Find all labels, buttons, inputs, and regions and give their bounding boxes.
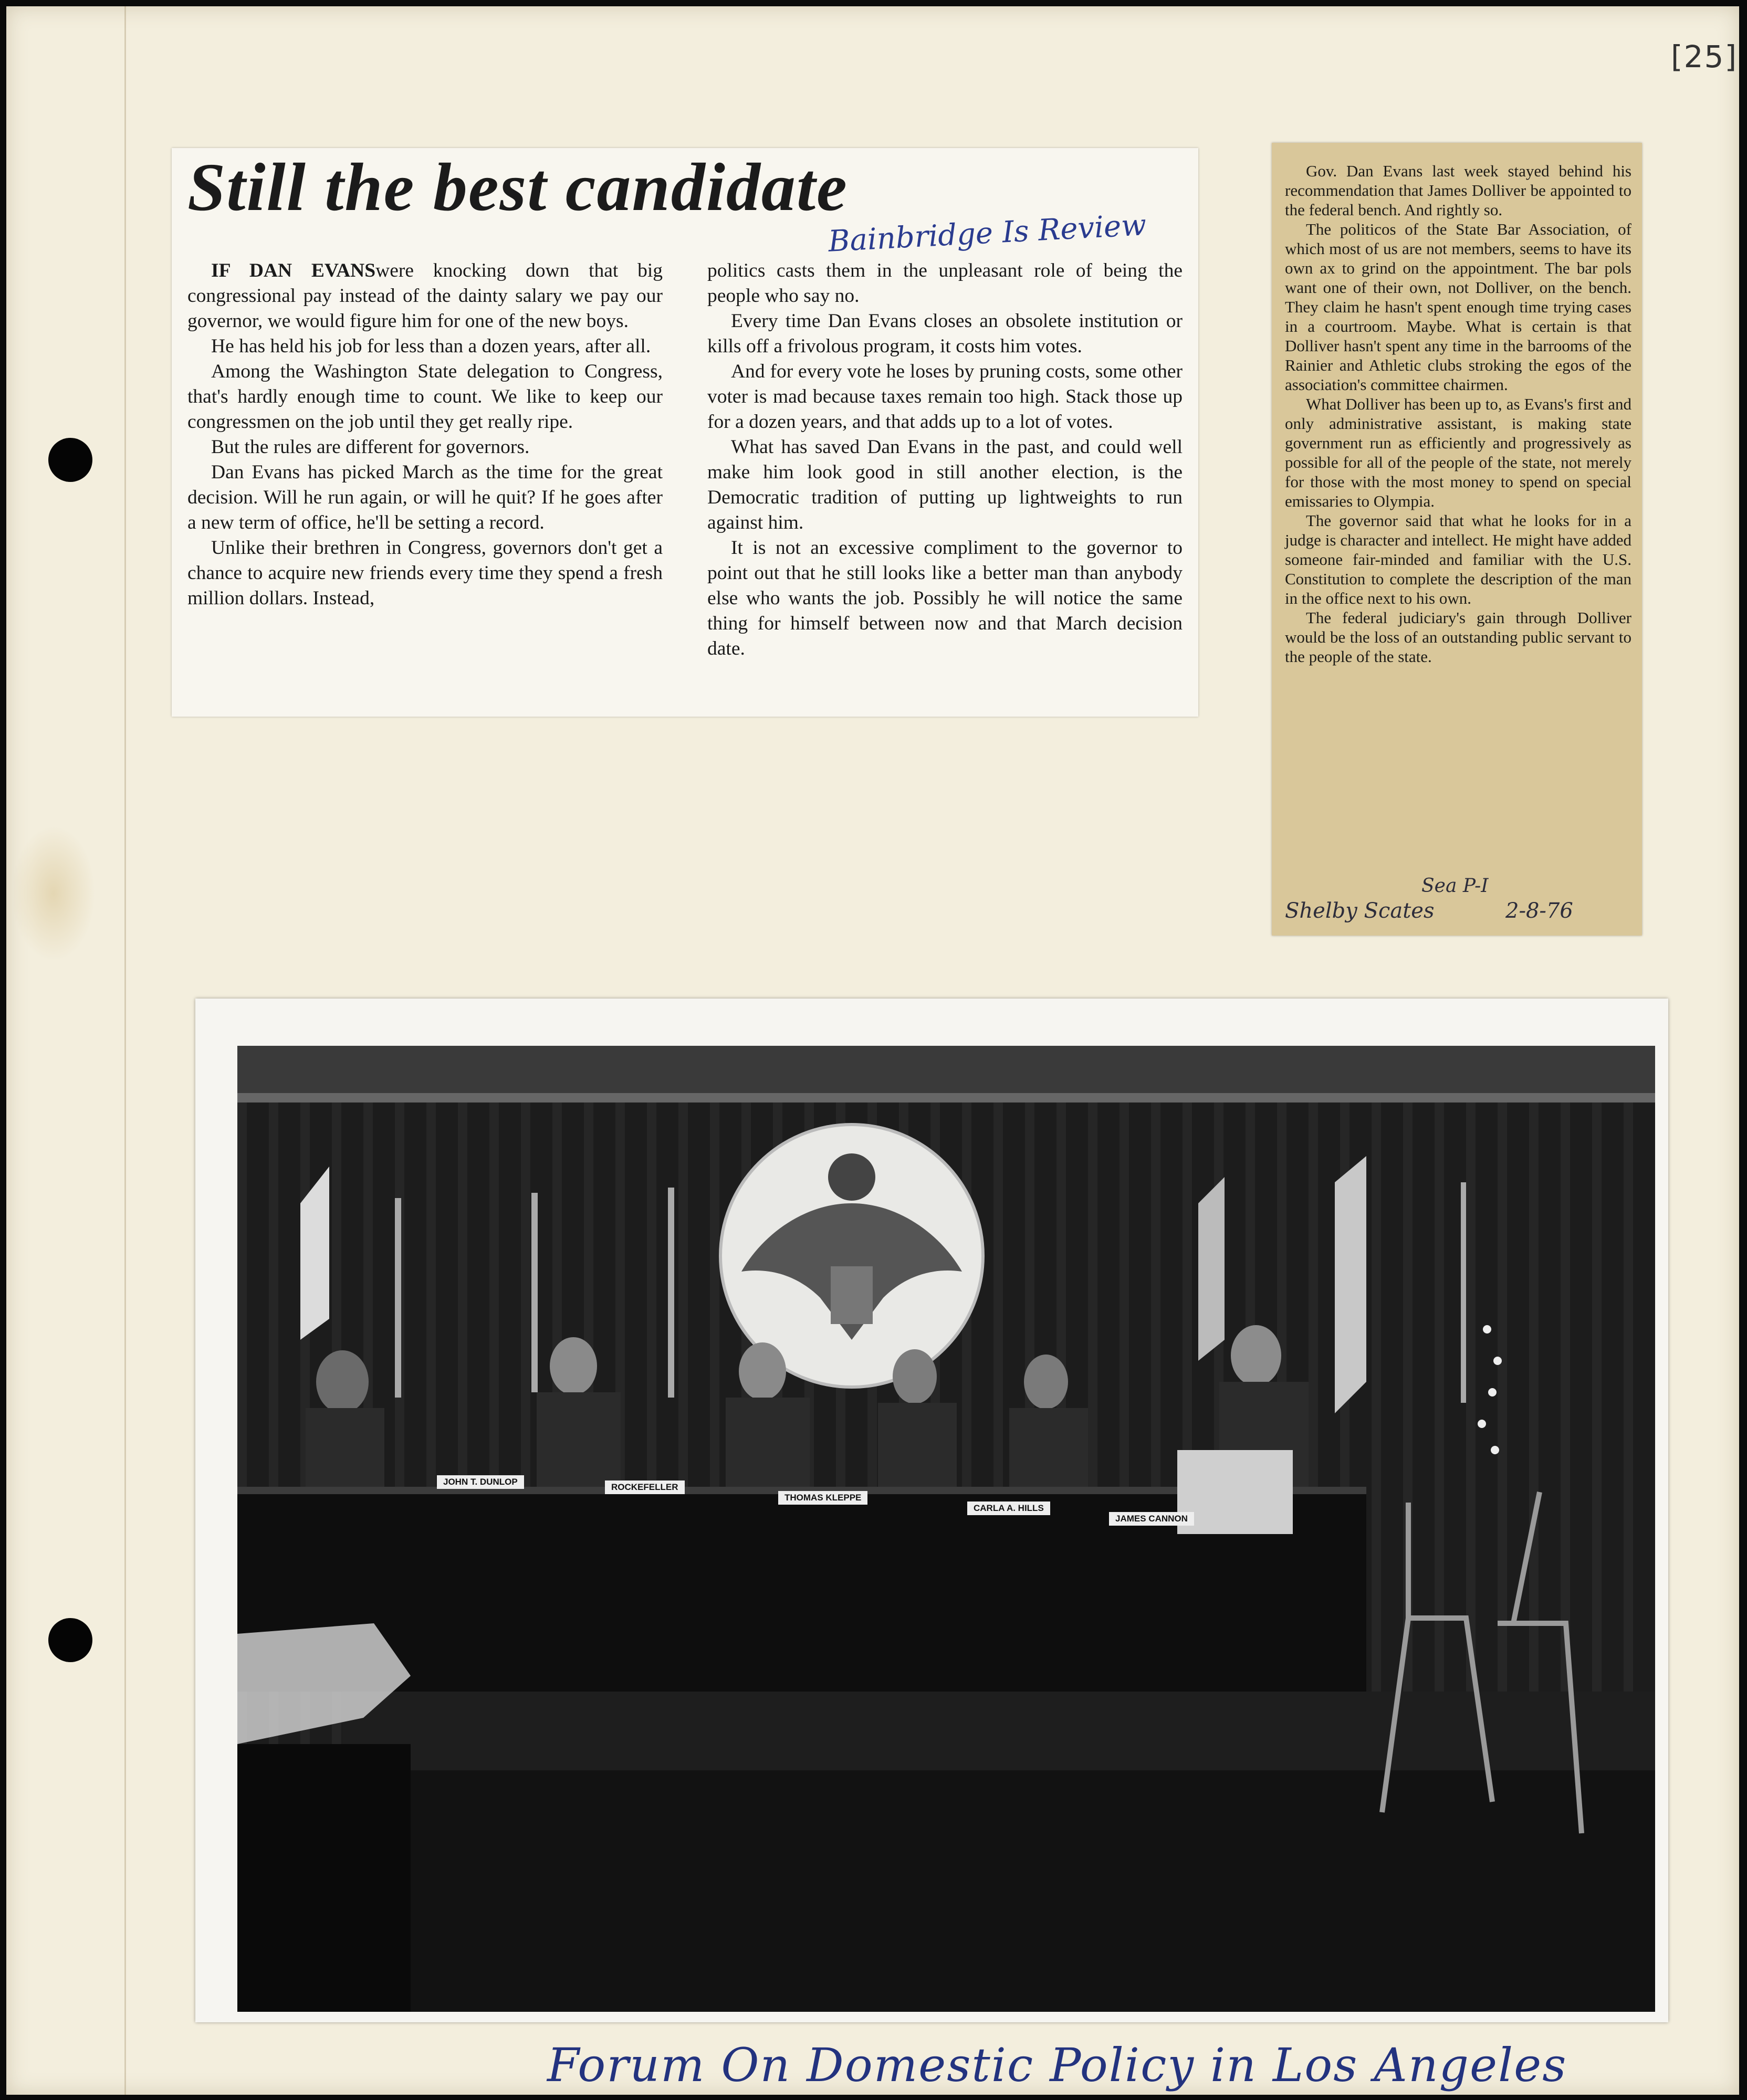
binder-hole-top xyxy=(48,438,92,482)
clipping-right-column xyxy=(707,258,1183,662)
paragraph: But the rules are different for governors. xyxy=(211,436,530,458)
paragraph: The governor said that what he looks for in a judge is character and intellect. He might have added someone fair-minded and familiar with the U.S. Constitution to complete the description of the man in the office next to his own. xyxy=(1285,511,1631,607)
newspaper-clipping-editorial xyxy=(172,148,1198,717)
column-body xyxy=(1285,161,1631,666)
page-number: [25] xyxy=(1671,39,1738,75)
water-stain xyxy=(12,825,96,962)
lead-in: IF DAN EVANS xyxy=(211,260,376,281)
paragraph: He has held his job for less than a dozen years, after all. xyxy=(211,335,651,357)
paragraph: What has saved Dan Evans in the past, and could well make him look good in still another election, is the Democratic tradition of putting up lightweights to run against him. xyxy=(707,436,1183,533)
handwritten-signature xyxy=(1285,899,1631,923)
nameplate-kleppe: THOMAS KLEPPE xyxy=(778,1491,867,1505)
paragraph: Dan Evans has picked March as the time for the great decision. Will he run again, or will he quit? If he goes after a new term of office, he'll be setting a record. xyxy=(187,461,663,533)
paragraph: Gov. Dan Evans last week stayed behind his recommendation that James Dolliver be appointed to the federal bench. And rightly so. xyxy=(1285,162,1631,219)
handwritten-photo-caption: Forum On Domestic Policy in Los Angeles xyxy=(547,2038,1567,2092)
paragraph: Unlike their brethren in Congress, governors don't get a chance to acquire new friends every time they spend a fresh million dollars. Instead, xyxy=(187,537,663,609)
photograph-panel-forum xyxy=(237,1046,1655,2012)
handwritten-author: Shelby Scates xyxy=(1285,899,1435,923)
handwritten-source-note: Bainbridge Is Review xyxy=(827,208,1147,259)
handwritten-date: 2-8-76 xyxy=(1505,899,1573,923)
paragraph: politics casts them in the unpleasant role of being the people who say no. xyxy=(707,260,1183,307)
nameplate-rockefeller: ROCKEFELLER xyxy=(605,1480,685,1494)
binder-hole-bottom xyxy=(48,1618,92,1662)
nameplate-hills: CARLA A. HILLS xyxy=(967,1502,1050,1515)
photo-mount xyxy=(195,999,1668,2022)
stacked-binders xyxy=(1177,1450,1293,1534)
nameplate-cannon: JAMES CANNON xyxy=(1109,1512,1194,1526)
paragraph: The federal judiciary's gain through Dolliver would be the loss of an outstanding public servant to the people of the state. xyxy=(1285,608,1631,666)
paragraph: And for every vote he loses by pruning costs, some other voter is mad because taxes remain too high. Stack those up for a dozen years, and that adds up to a lot of votes. xyxy=(707,361,1183,433)
paragraph: Every time Dan Evans closes an obsolete institution or kills off a frivolous program, it costs him votes. xyxy=(707,310,1183,357)
paragraph: The politicos of the State Bar Association, of which most of us are not members, seems to have its own ax to grind on the appointment. The bar pols want one of their own, not Dolliver, on the bench. They claim he hasn't spent enough time trying cases in a courtroom. Maybe. What is certain is that Dolliver hasn't spent any time in the barrooms of the Rainier and Athletic clubs stroking the egos of the association's committee chairmen. xyxy=(1285,220,1631,394)
handwritten-source: Sea P-I xyxy=(1421,875,1489,897)
paragraph: were knocking down that big congressional pay instead of the dainty salary we pay our governor, we would figure him for one of the new boys. xyxy=(187,260,663,332)
clipping-headline: Still the best candidate xyxy=(187,150,848,225)
scrapbook-page xyxy=(6,6,1739,2095)
photo-illustration xyxy=(237,1046,1655,2012)
clipping-left-column xyxy=(187,258,663,611)
nameplate-dunlop: JOHN T. DUNLOP xyxy=(437,1475,524,1489)
newspaper-clipping-column xyxy=(1272,143,1642,936)
paragraph: Among the Washington State delegation to Congress, that's hardly enough time to count. We like to keep our congressmen on the job until they get really ripe. xyxy=(187,361,663,433)
page-number-value: 25 xyxy=(1683,39,1725,75)
paragraph: What Dolliver has been up to, as Evans's first and only administrative assistant, is making state government run as efficiently and progressively as possible for all of the people of the state, not merely for those with the most money to spend on special emissaries to Olympia. xyxy=(1285,395,1631,510)
paragraph: It is not an excessive compliment to the governor to point out that he still looks like a better man than anybody else who wants the job. Possibly he will notice the same thing for himself between now and that March decision date. xyxy=(707,537,1183,659)
